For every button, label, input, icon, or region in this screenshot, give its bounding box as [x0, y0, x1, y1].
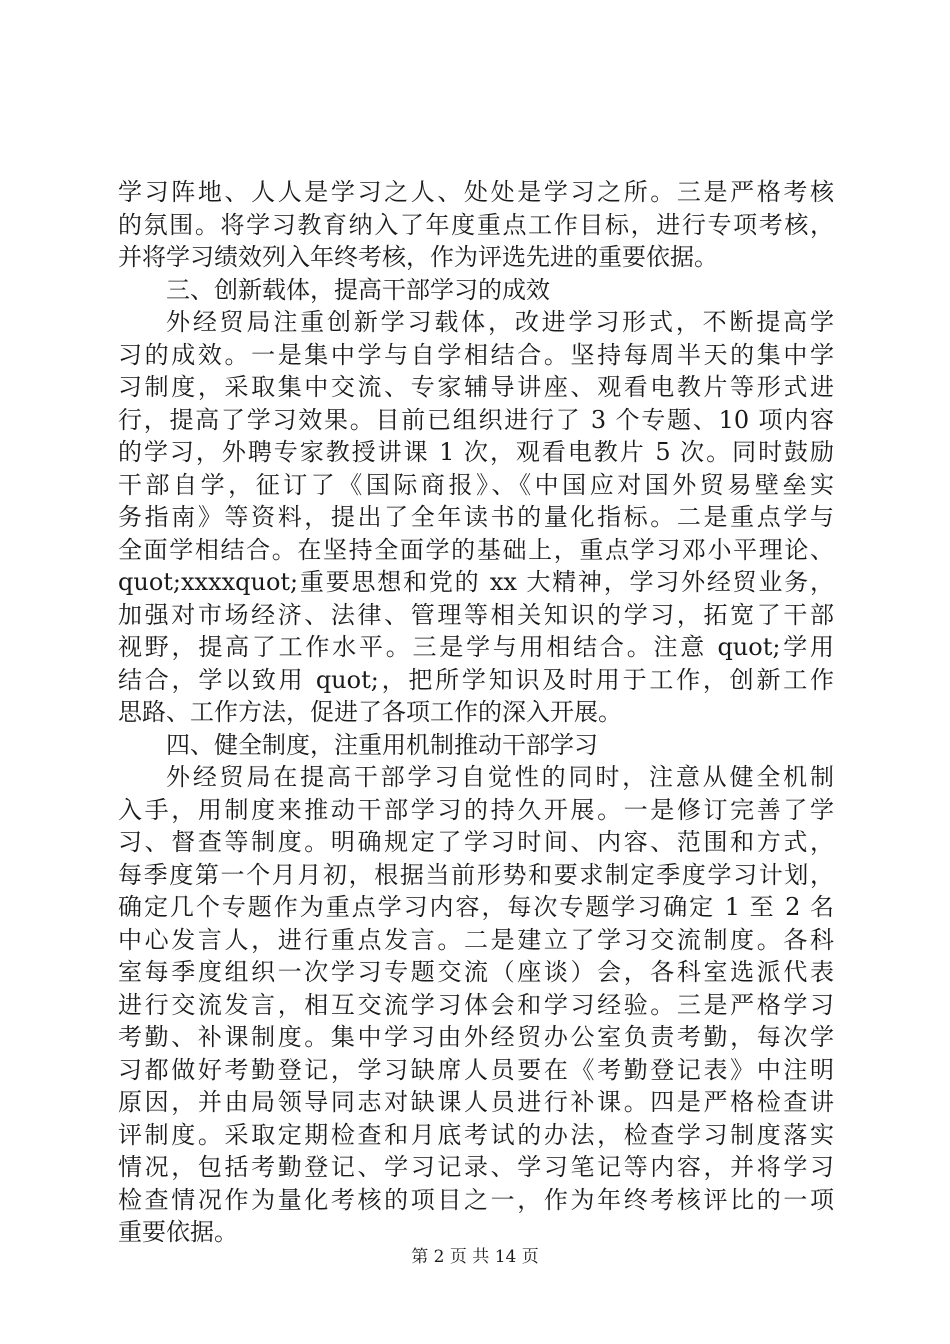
- text-line: 习都做好考勤登记，学习缺席人员要在《考勤登记表》中注明: [118, 1055, 834, 1084]
- text-line: 结合，学以致用 quot;，把所学知识及时用于工作，创新工作: [118, 665, 834, 694]
- text-line: 全面学相结合。在坚持全面学的基础上，重点学习邓小平理论、: [118, 535, 834, 564]
- text-line: 的学习，外聘专家教授讲课 1 次，观看电教片 5 次。同时鼓励: [118, 438, 834, 466]
- text-line: 外经贸局注重创新学习载体，改进学习形式，不断提高学: [166, 308, 834, 336]
- text-line: 情况，包括考勤登记、学习记录、学习笔记等内容，并将学习: [118, 1153, 834, 1181]
- text-line: 习制度，采取集中交流、专家辅导讲座、观看电教片等形式进: [118, 373, 834, 401]
- text-line: 加强对市场经济、法律、管理等相关知识的学习，拓宽了干部: [118, 600, 834, 629]
- text-line: 中心发言人，进行重点发言。二是建立了学习交流制度。各科: [118, 925, 834, 954]
- text-line: 评制度。采取定期检查和月底考试的办法，检查学习制度落实: [118, 1120, 834, 1149]
- text-line: 入手，用制度来推动干部学习的持久开展。一是修订完善了学: [118, 795, 834, 824]
- text-line: 外经贸局在提高干部学习自觉性的同时，注意从健全机制: [166, 763, 834, 791]
- text-line: 进行交流发言，相互交流学习体会和学习经验。三是严格学习: [118, 990, 834, 1019]
- text-line: 并将学习绩效列入年终考核，作为评选先进的重要依据。: [118, 243, 718, 271]
- text-line: 干部自学，征订了《国际商报》、《中国应对国外贸易壁垒实: [118, 470, 834, 499]
- text-line: 思路、工作方法，促进了各项工作的深入开展。: [118, 698, 622, 726]
- document-body: [118, 176, 834, 1249]
- text-line: 的氛围。将学习教育纳入了年度重点工作目标，进行专项考核，: [118, 210, 834, 239]
- text-line: 习的成效。一是集中学与自学相结合。坚持每周半天的集中学: [118, 340, 834, 369]
- text-line: 行，提高了学习效果。目前已组织进行了 3 个专题、10 项内容: [118, 405, 834, 434]
- text-line: 室每季度组织一次学习专题交流（座谈）会，各科室选派代表: [118, 958, 834, 986]
- text-line: quot;xxxxquot;重要思想和党的 xx 大精神，学习外经贸业务，: [118, 568, 834, 596]
- paragraph-continuation: [118, 176, 834, 274]
- paragraph-section-4: [118, 761, 834, 1249]
- text-line: 重要依据。: [118, 1218, 238, 1246]
- text-line: 检查情况作为量化考核的项目之一，作为年终考核评比的一项: [118, 1185, 834, 1214]
- text-line: 务指南》等资料，提出了全年读书的量化指标。二是重点学与: [118, 503, 834, 531]
- text-line: 习、督查等制度。明确规定了学习时间、内容、范围和方式，: [118, 828, 834, 856]
- page-number-footer: 第 2 页 共 14 页: [411, 1247, 539, 1267]
- paragraph-section-3: [118, 306, 834, 729]
- text-line: 视野，提高了工作水平。三是学与用相结合。注意 quot;学用: [118, 633, 834, 661]
- section-heading-4: 四、健全制度，注重用机制推动干部学习: [166, 730, 598, 759]
- text-line: 考勤、补课制度。集中学习由外经贸办公室负责考勤，每次学: [118, 1023, 834, 1051]
- text-line: 学习阵地、人人是学习之人、处处是学习之所。三是严格考核: [118, 178, 834, 206]
- text-line: 原因，并由局领导同志对缺课人员进行补课。四是严格检查讲: [118, 1088, 834, 1116]
- text-line: 每季度第一个月月初，根据当前形势和要求制定季度学习计划，: [118, 860, 834, 889]
- text-line: 确定几个专题作为重点学习内容，每次专题学习确定 1 至 2 名: [118, 893, 834, 921]
- section-heading-3: 三、创新载体，提高干部学习的成效: [166, 275, 550, 304]
